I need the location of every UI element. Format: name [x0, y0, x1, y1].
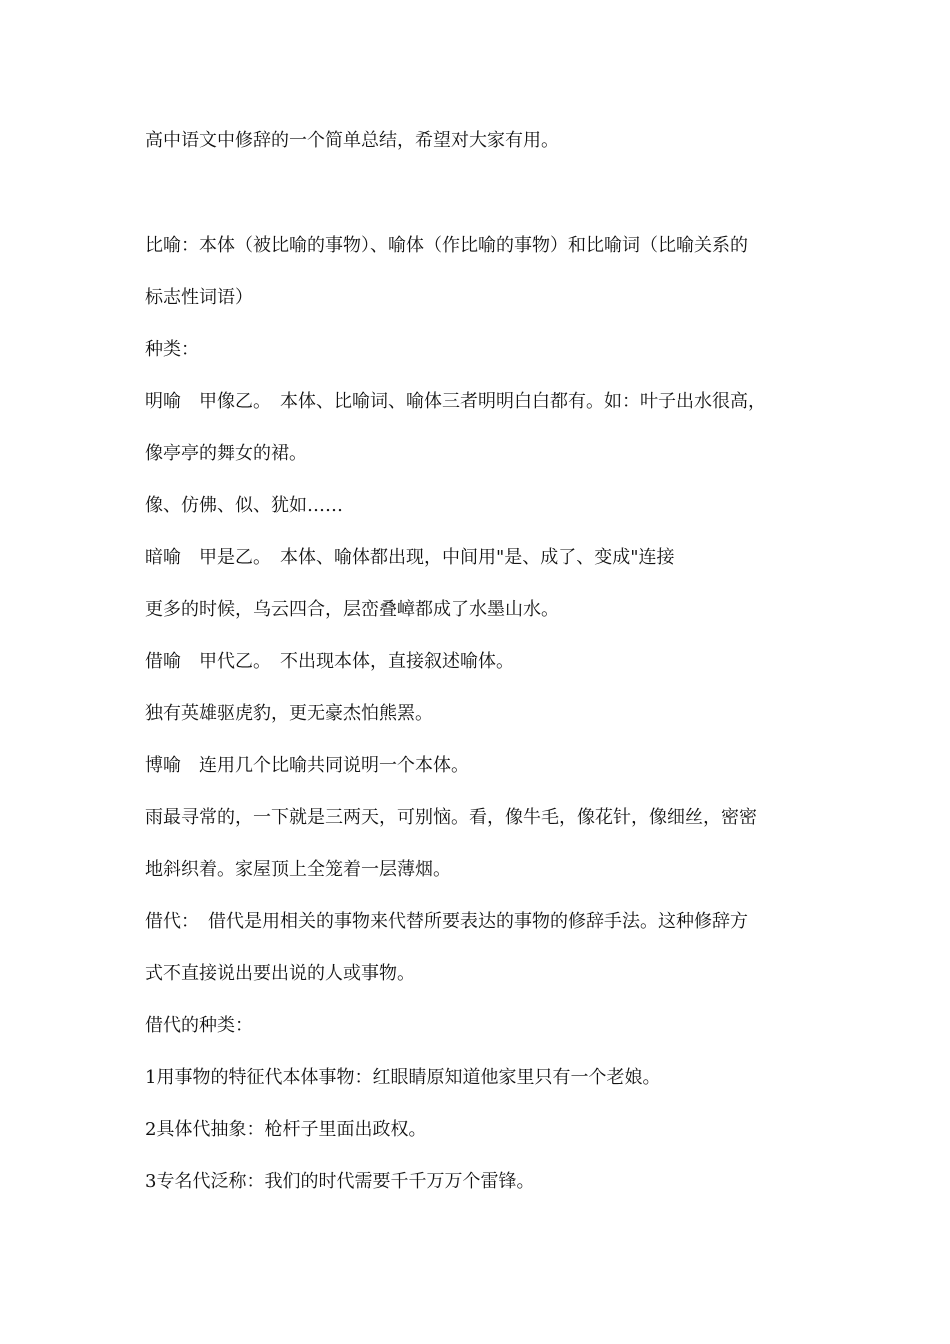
metonymy-type-item: 2具体代抽象：枪杆子里面出政权。: [145, 1119, 427, 1140]
types-heading: 种类：: [145, 339, 199, 360]
simile-words-line: 像、仿佛、似、犹如……: [145, 495, 343, 516]
metonymy-type-item: 1用事物的特征代本体事物：红眼睛原知道他家里只有一个老娘。: [145, 1067, 661, 1088]
extended-metaphor-example-line: 雨最寻常的，一下就是三两天，可别恼。看，像牛毛，像花针，像细丝，密密: [145, 807, 757, 828]
metaphor-definition-line: 比喻：本体（被比喻的事物）、喻体（作比喻的事物）和比喻词（比喻关系的: [145, 235, 748, 256]
metonymy-definition-line: 式不直接说出要出说的人或事物。: [145, 963, 415, 984]
implied-metaphor-example-line: 独有英雄驱虎豹，更无豪杰怕熊罴。: [145, 703, 433, 724]
metonymy-definition-line: 借代： 借代是用相关的事物来代替所要表达的事物的修辞手法。这种修辞方: [145, 911, 748, 932]
extended-metaphor-example-line: 地斜织着。家屋顶上全笼着一层薄烟。: [145, 859, 451, 880]
metonymy-type-item: 3专名代泛称：我们的时代需要千千万万个雷锋。: [145, 1171, 535, 1192]
metonymy-types-heading: 借代的种类：: [145, 1015, 253, 1036]
metaphor-definition-line: 标志性词语）: [145, 287, 253, 308]
extended-metaphor-line: 博喻 连用几个比喻共同说明一个本体。: [145, 755, 469, 776]
metaphor-example-line: 更多的时候，乌云四合，层峦叠嶂都成了水墨山水。: [145, 599, 559, 620]
intro-line: 高中语文中修辞的一个简单总结，希望对大家有用。: [145, 130, 559, 151]
simile-example-line: 像亭亭的舞女的裙。: [145, 443, 307, 464]
implied-metaphor-line: 借喻 甲代乙。 不出现本体，直接叙述喻体。: [145, 651, 514, 672]
metaphor-line: 暗喻 甲是乙。 本体、喻体都出现，中间用"是、成了、变成"连接: [145, 547, 675, 568]
simile-line: 明喻 甲像乙。 本体、比喻词、喻体三者明明白白都有。如：叶子出水很高，: [145, 391, 766, 412]
